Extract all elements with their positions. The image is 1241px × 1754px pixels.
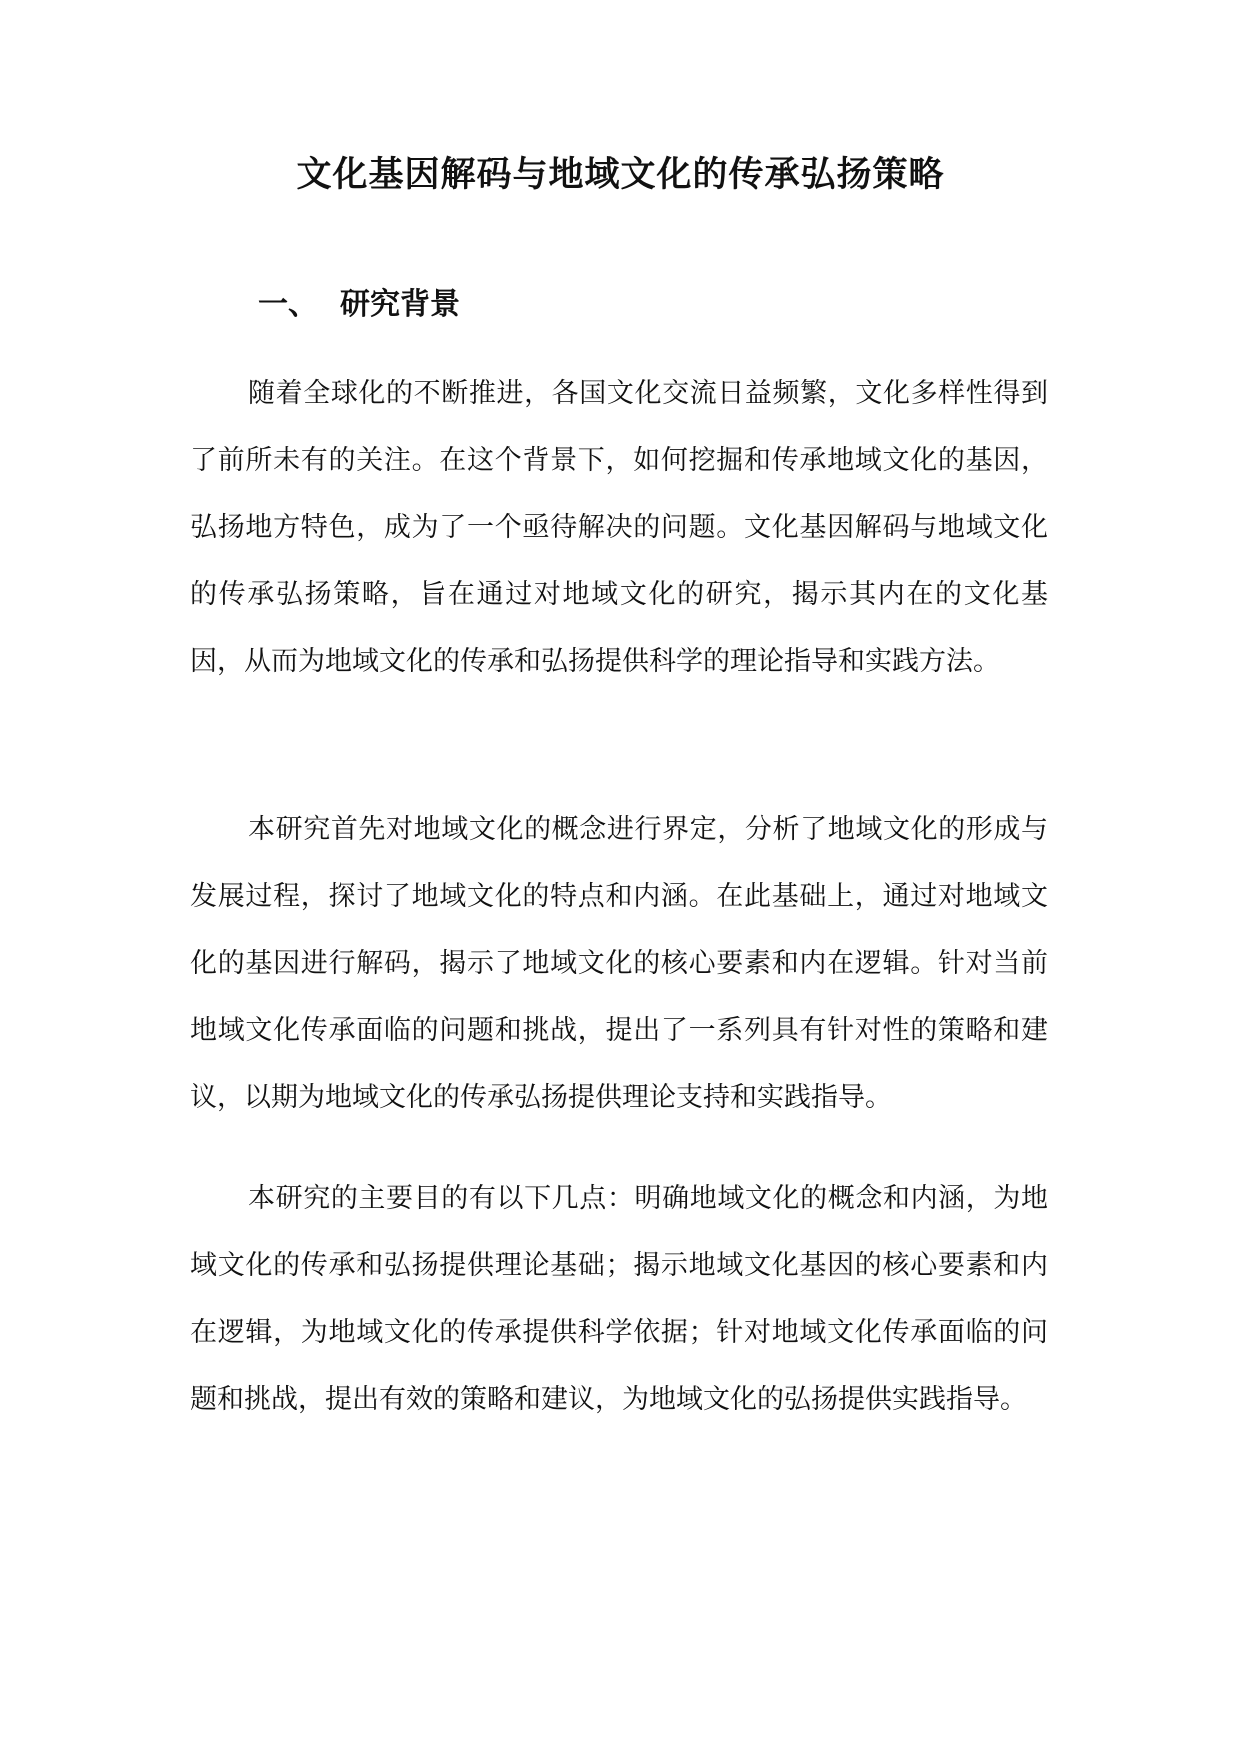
section-heading bbox=[258, 283, 460, 327]
document-title: 文化基因解码与地域文化的传承弘扬策略 bbox=[296, 154, 945, 195]
section-heading-text: 研究背景 bbox=[340, 287, 460, 322]
body-paragraph-2: 本研究首先对地域文化的概念进行界定，分析了地域文化的形成与发展过程，探讨了地域文化的特点和内涵。在此基础上，通过对地域文化的基因进行解码，揭示了地域文化的核心要素和内在逻辑。针对当前地域文化传承面临的问题和挑战，提出了一系列具有针对性的策略和建议，以期为地域文化的传承弘扬提供理论支持和实践指导。 bbox=[190, 814, 1048, 1113]
section-number: 一、 bbox=[258, 287, 318, 322]
body-paragraph-1: 随着全球化的不断推进，各国文化交流日益频繁，文化多样性得到了前所未有的关注。在这个背景下，如何挖掘和传承地域文化的基因，弘扬地方特色，成为了一个亟待解决的问题。文化基因解码与地域文化的传承弘扬策略，旨在通过对地域文化的研究，揭示其内在的文化基因，从而为地域文化的传承和弘扬提供科学的理论指导和实践方法。 bbox=[190, 378, 1048, 677]
body-paragraph-3: 本研究的主要目的有以下几点：明确地域文化的概念和内涵，为地域文化的传承和弘扬提供理论基础；揭示地域文化基因的核心要素和内在逻辑，为地域文化的传承提供科学依据；针对地域文化传承面临的问题和挑战，提出有效的策略和建议，为地域文化的弘扬提供实践指导。 bbox=[190, 1183, 1048, 1415]
